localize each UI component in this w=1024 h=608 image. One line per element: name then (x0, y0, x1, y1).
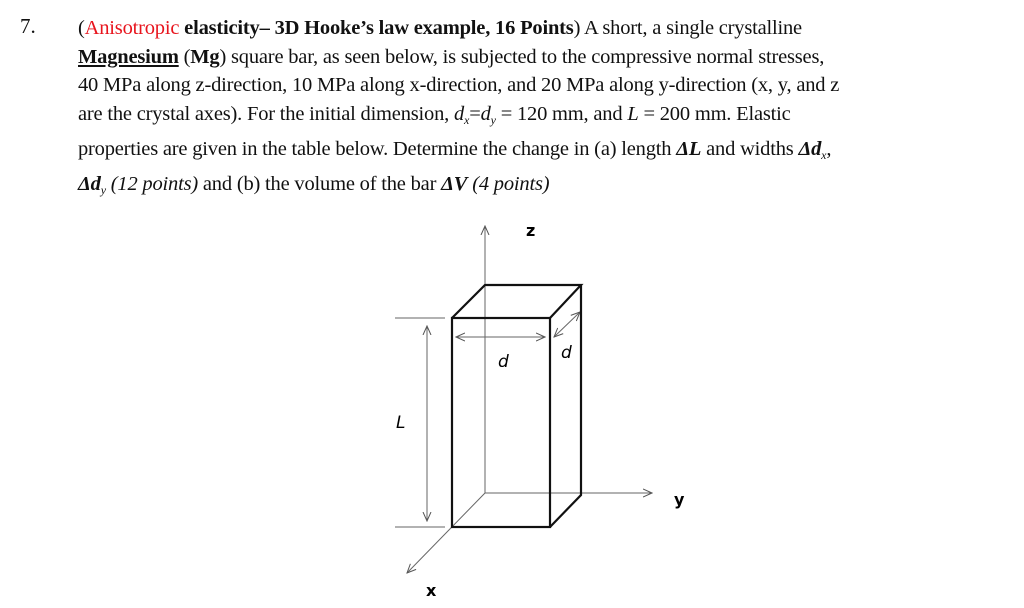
text: are the crystal axes). For the initial dimension, (78, 103, 454, 126)
text: properties are given in the table below. Determine the change in (a) length (78, 137, 677, 160)
dx-sub: x (464, 113, 470, 128)
line-1: (Anisotropic elasticity– 3D Hooke’s law example, 16 Points) A short, a single crystalline (78, 17, 802, 39)
text: A short, a single crystalline (580, 17, 802, 39)
d-side-label: d (561, 343, 572, 363)
points-a: (12 points) (110, 172, 198, 195)
x-label: x (426, 581, 437, 600)
delta-dx: Δd (798, 137, 822, 160)
points-b: (4 points) (472, 172, 550, 195)
delta-dy: Δd (78, 172, 101, 195)
x-axis (407, 493, 485, 573)
text: and widths (701, 137, 799, 160)
dx: d (453, 103, 465, 126)
delta-dy-sub: y (100, 182, 106, 197)
L: L (627, 103, 639, 126)
dy-sub: y (490, 113, 496, 128)
y-label: y (674, 490, 685, 509)
text: = 120 mm, and (495, 103, 628, 126)
line-2: Magnesium (Mg) square bar, as seen below, is subjected to the compressive normal stresses, (78, 45, 825, 68)
mg: Mg (190, 45, 220, 68)
L-label: L (396, 413, 406, 433)
line-3: 40 MPa along z-direction, 10 MPa along x-direction, and 20 MPa along y-direction (x, y, and z (78, 74, 840, 97)
z-label: z (526, 221, 536, 240)
delta-dx-sub: x (821, 147, 827, 162)
problem-number: 7. (20, 14, 36, 38)
text: and (b) the volume of the bar (197, 172, 442, 195)
delta-L: ΔL (676, 137, 702, 160)
dy: d (480, 103, 491, 126)
delta-V: ΔV (441, 172, 468, 195)
text: = (469, 103, 481, 126)
d-side-arrow (554, 312, 580, 337)
text: , (826, 137, 832, 160)
text: square bar, as seen below, is subjected to the compressive normal stresses, (226, 45, 825, 68)
d-front-label: d (498, 352, 509, 372)
title-red: Anisotropic (84, 17, 180, 39)
bar-outline (452, 285, 581, 527)
text: = 200 mm. Elastic (638, 103, 791, 126)
material: Magnesium (78, 45, 179, 68)
title-bold: elasticity– 3D Hooke’s law example, 16 Points (179, 17, 574, 39)
